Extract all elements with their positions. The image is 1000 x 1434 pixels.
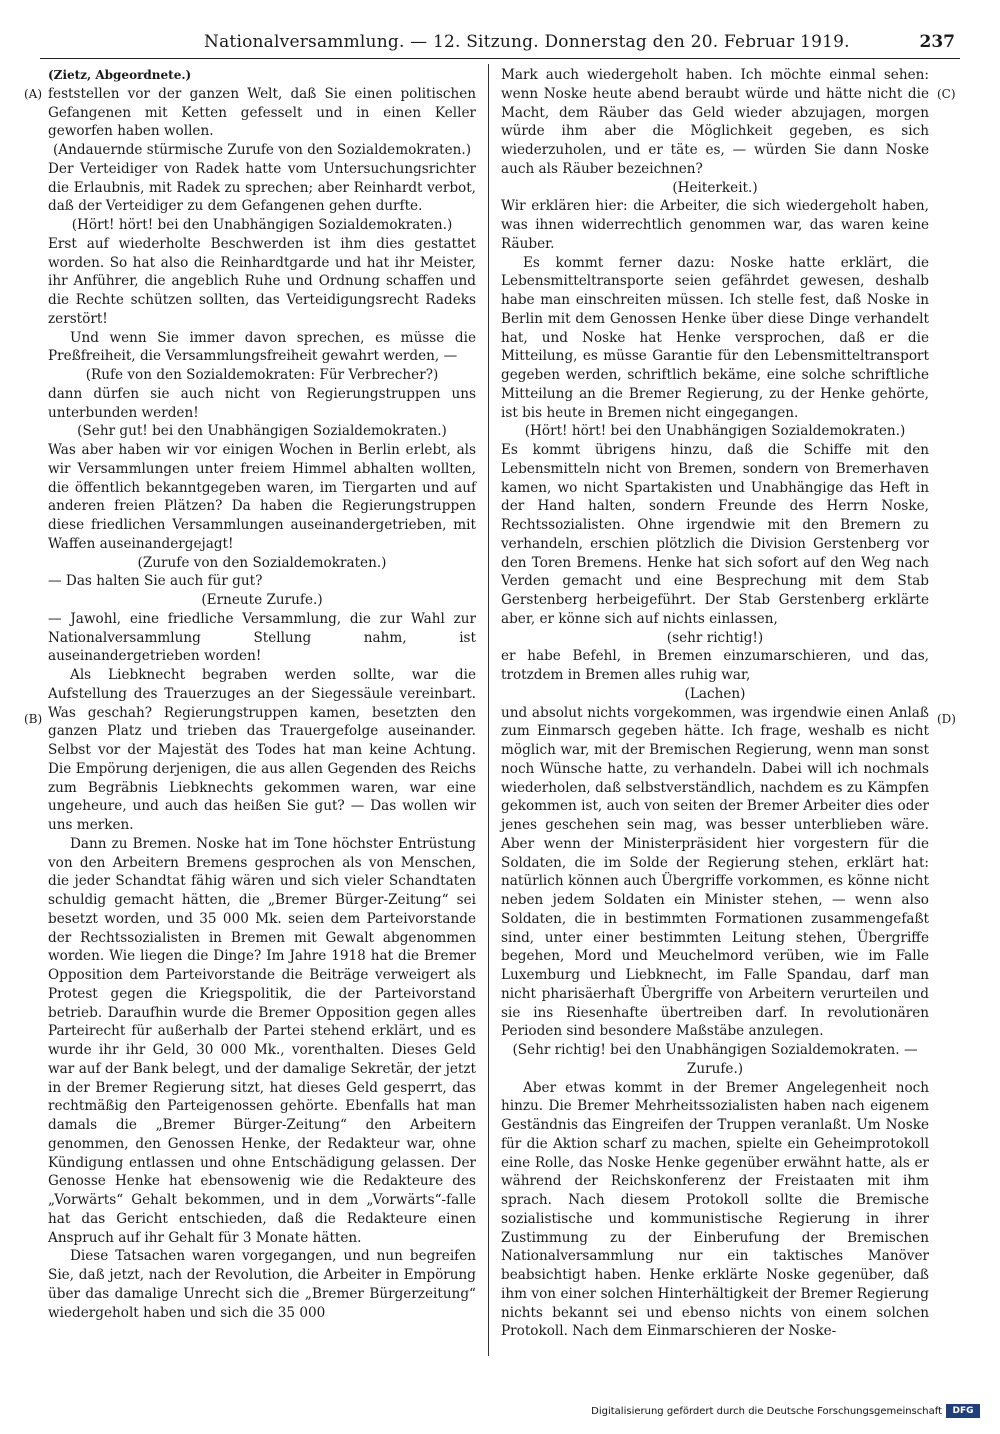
margin-marker-c: (C) <box>937 87 956 101</box>
interjection: (Sehr gut! bei den Unabhängigen Sozialdemokraten.) <box>77 423 447 440</box>
paragraph: Mark auch wiedergeholt haben. Ich möchte einmal sehen: wenn Noske heute abend beraubt würde und hätte nicht die Macht, dem Räuber das Geld wieder abzujagen, morgen würde ihm aber die Möglichkeit gegeben, es sich wiederzuholen, und er täte es, — würden Sie dann Noske auch als Räuber bezeichnen? <box>501 67 929 177</box>
paragraph: feststellen vor der ganzen Welt, daß Sie einen politischen Gefangenen mit Ketten gefesselt und in einen Keller geworfen haben wollen. <box>48 85 476 140</box>
column-divider <box>488 64 489 1356</box>
paragraph: Als Liebknecht begraben werden sollte, war die Aufstellung des Trauerzuges an der Siegessäule vereinbart. Was geschah? Regierungstruppen kamen, besetzten den ganzen Platz und trieben das Trauergefolge auseinander. Selbst vor der Majestät des Todes hat man keine Achtung. Die Empörung derjenigen, die aus allen Gegenden des Reichs zum Begräbnis Liebknechts gekommen waren, war eine ungeheure, und auch das heißen Sie gut? — Das wollen wir uns merken. <box>48 667 476 833</box>
interjection: (Heiterkeit.) <box>672 179 758 196</box>
interjection: (Lachen) <box>684 685 746 702</box>
interjection: (Rufe von den Sozialdemokraten: Für Verbrecher?) <box>85 367 439 383</box>
margin-marker-d: (D) <box>937 712 956 726</box>
paragraph: Und wenn Sie immer davon sprechen, es müsse die Preßfreiheit, die Versammlungsfreiheit gewahrt werden, — <box>48 329 476 365</box>
left-column <box>48 66 476 1322</box>
paragraph: — Jawohl, eine friedliche Versammlung, die zur Wahl zur Nationalversammlung Stellung nahm, ist auseinandergetrieben worden! <box>48 610 476 665</box>
footer-text: Digitalisierung gefördert durch die Deutsche Forschungsgemeinschaft <box>591 1405 942 1417</box>
paragraph: und absolut nichts vorgekommen, was irgendwie einen Anlaß zum Einmarsch gegeben hätte. Ich frage, weshalb es nicht möglich war, mit der Bremischen Regierung, wenn man sonst noch Wünsche hatte, zu verhandeln. Dabei will ich nochmals wiederholen, daß selbstverständlich, nachdem es zu Kämpfen gekommen ist, auch von seiten der Bremer Arbeiter dies oder jenes geschehen sein mag, was besser unterblieben wäre. Aber wenn der Ministerpräsident hier vorgestern für die Soldaten, die im Solde der Regierung stehen, erklärt hat: natürlich können auch Übergriffe vorkommen, es könne nicht neben jedem Soldaten ein Minister stehen, — wenn also Soldaten, die in bestimmten Formationen zusammengefaßt sind, unter einer bestimmten Leitung stehen, Übergriffe begehen, Mord und Meuchelmord verüben, wie im Falle Luxemburg und Liebknecht, im Falle Spandau, darf man nicht pharisäerhaft Übergriffe von Arbeitern verurteilen und sie ins Riesenhafte übertreiben darf. In revolutionären Perioden sind besondere Maßstäbe anzulegen. <box>501 704 929 1040</box>
paragraph: dann dürfen sie auch nicht von Regierungstruppen uns unterbunden werden! <box>48 385 476 421</box>
dfg-logo: DFG <box>946 1404 980 1418</box>
interjection: (Hört! hört! bei den Unabhängigen Sozialdemokraten.) <box>524 423 906 440</box>
paragraph: Erst auf wiederholte Beschwerden ist ihm dies gestattet worden. So hat also die Reinhardtgarde und hat ihr Meister, ihr Anführer, die angeblich Ruhe und Ordnung schaffen und die Rechte schützen sollten, das Verteidigungsrecht Radeks zerstört! <box>48 235 476 327</box>
footer-credit <box>591 1404 980 1418</box>
interjection: (Sehr richtig! bei den Unabhängigen Sozialdemokraten. — Zurufe.) <box>512 1042 918 1077</box>
speaker-label: (Zietz, Abgeordnete.) <box>48 68 192 82</box>
paragraph: Es kommt übrigens hinzu, daß die Schiffe mit den Lebensmitteln nicht von Bremen, sondern von Bremerhaven kamen, wo nicht Spartakisten und Unabhängige das Heft in der Hand halten, sondern Freunde des Herrn Noske, Rechtssozialisten. Ohne irgendwie mit den Bremern zu verhandeln, erschien plötzlich die Division Gerstenberg vor den Toren Bremens. Henke hat sich sofort auf den Weg nach Verden gemacht und eine Besprechung mit dem Stab Gerstenberg herbeigeführt. Der Stab Gerstenberg erklärte aber, er könne sich auf nichts einlassen, <box>501 442 929 627</box>
interjection: (sehr richtig!) <box>666 629 764 646</box>
paragraph: Der Verteidiger von Radek hatte vom Untersuchungsrichter die Erlaubnis, mit Radek zu sprechen; aber Reinhardt verbot, daß der Verteidiger zu dem Gefangenen gehen durfte. <box>48 160 476 215</box>
paragraph: — Das halten Sie auch für gut? <box>48 573 263 590</box>
paragraph: Wir erklären hier: die Arbeiter, die sich wiedergeholt haben, was ihnen widerrechtlich genommen war, das waren keine Räuber. <box>501 198 929 252</box>
right-column <box>501 66 929 1341</box>
page-header <box>40 30 960 58</box>
paragraph: Diese Tatsachen waren vorgegangen, und nun begreifen Sie, daß jetzt, nach der Revolution, die Arbeiter in Empörung über das damalige Unrecht sich die „Bremer Bürgerzeitung“ wiedergeholt haben und sich die 35 000 <box>48 1248 476 1321</box>
margin-marker-a: (A) <box>24 87 43 101</box>
interjection: (Zurufe von den Sozialdemokraten.) <box>137 554 387 571</box>
paragraph: er habe Befehl, in Bremen einzumarschieren, und das, trotzdem in Bremen alles ruhig war, <box>501 648 929 683</box>
paragraph: Es kommt ferner dazu: Noske hatte erklärt, die Lebensmitteltransporte seien gefährdet gewesen, deshalb habe man einschreiten müssen. Ich stelle fest, daß Noske in Berlin mit dem Genossen Henke über diese Dinge verhandelt hat, und Noske hat Henke versprochen, daß er die Mitteilung, es müsse Garantie für den Lebensmitteltransport gegeben werden, schriftlich bekäme, eine solche schriftliche Mitteilung an die Bremer Regierung, zu der Henke gehörte, ist bis heute in Bremen nicht eingegangen. <box>501 254 929 421</box>
interjection: (Erneute Zurufe.) <box>201 592 323 608</box>
margin-marker-b: (B) <box>24 712 43 726</box>
page-number: 237 <box>919 32 955 52</box>
paragraph: Dann zu Bremen. Noske hat im Tone höchster Entrüstung von den Arbeitern Bremens gesprochen als von Menschen, die jeder Schandtat fähig wären und sich vieler Schandtaten schuldig gemacht hätten, die „Bremer Bürger-Zeitung“ sei besetzt worden, und 35 000 Mk. seien dem Parteivorstande der Rechtssozialisten in Bremen mit Gewalt abgenommen worden. Wie liegen die Dinge? Im Jahre 1918 hat die Bremer Opposition dem Parteivorstande die Beiträge verweigert als Protest gegen die Kriegspolitik, die der Parteivorstand betrieb. Daraufhin wurde die Bremer Opposition gegen alles Parteirecht für außerhalb der Partei stehend erklärt, und es wurde ihr ihr Geld, 30 000 Mk., vorenthalten. Dieses Geld war auf der Bank belegt, und der damalige Sekretär, der jetzt in der Bremer Regierung sitzt, hat dieses Geld gesperrt, das rechtmäßig den Parteigenossen gehörte. Ebenfalls hat man damals die „Bremer Bürger-Zeitung“ den Arbeitern genommen, den Genossen Henke, der Redakteur war, ohne Kündigung entlassen und ohne Entschädigung gelassen. Der Genosse Henke hat ebensowenig wie die Redakteure des „Vorwärts“ Gehalt bekommen, und in dem „Vorwärts“-falle hat das Gericht entschieden, daß die Redakteure einen Anspruch auf ihr Gehalt für 3 Monate hätten. <box>48 835 476 1246</box>
paragraph: Aber etwas kommt in der Bremer Angelegenheit noch hinzu. Die Bremer Mehrheitssozialisten haben nach eigenem Geständnis das Eingreifen der Truppen veranlaßt. Um Noske für die Aktion scharf zu machen, spielte ein Geheimprotokoll eine Rolle, das Noske Henke gegenüber erwähnt hatte, als er während der Reichskonferenz der Freistaaten mit ihm sprach. Nach diesem Protokoll sollte die Bremische sozialistische und kommunistische Regierung in ihrer Zustimmung zu der Einberufung der Bremischen Nationalversammlung nur ein taktisches Manöver beabsichtigt haben. Henke erklärte Noske gegenüber, daß ihm von einer solchen Hinterhältigkeit der Bremer Regierung nichts bekannt sei und ebenso nichts von einem solchen Protokoll. Nach dem Einmarschieren der Noske- <box>501 1079 929 1340</box>
interjection: (Andauernde stürmische Zurufe von den Sozialdemokraten.) <box>52 142 472 158</box>
interjection: (Hört! hört! bei den Unabhängigen Sozialdemokraten.) <box>71 217 453 233</box>
header-rule <box>40 58 960 59</box>
paragraph: Was aber haben wir vor einigen Wochen in Berlin erlebt, als wir Versammlungen unter freiem Himmel abhalten wollten, die öffentlich bekanntgegeben waren, im Tiergarten und auf anderen freien Plätzen? Da haben die Regierungstruppen diese friedlichen Versammlungen auseinandergetrieben, mit Waffen auseinandergejagt! <box>48 442 476 552</box>
running-title: Nationalversammlung. — 12. Sitzung. Donnerstag den 20. Februar 1919. <box>204 32 850 52</box>
